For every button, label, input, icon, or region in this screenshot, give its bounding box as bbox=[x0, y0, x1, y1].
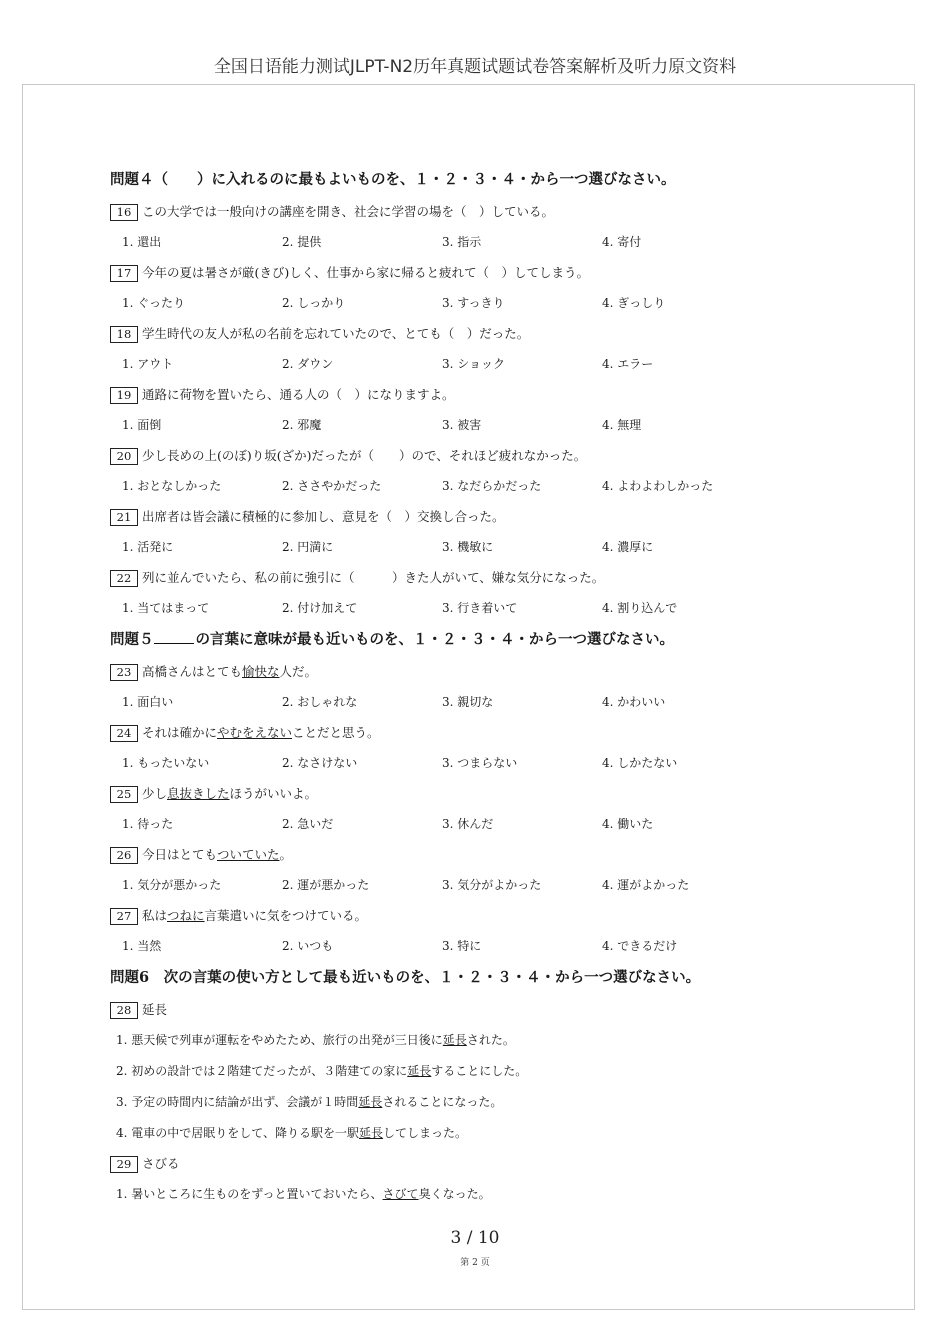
question-22 bbox=[110, 569, 810, 587]
section-4-title: 問題４（ ）に入れるのに最もよいものを、１・２・３・４・から一つ選びなさい。 bbox=[110, 171, 676, 188]
underlined-word: 延長 bbox=[442, 1033, 467, 1047]
option: 2. いつも bbox=[282, 939, 334, 953]
option: 3. 休んだ bbox=[442, 817, 494, 831]
underlined-word: 愉快な bbox=[242, 664, 280, 679]
option: 1. 面倒 bbox=[122, 418, 162, 432]
question-text: この大学では一般向けの講座を開き、社会に学習の場を（ ）している。 bbox=[142, 204, 555, 219]
question-24 bbox=[110, 724, 810, 742]
document-header: 全国日语能力测试JLPT-N2历年真题试题试卷答案解析及听力原文资料 bbox=[213, 57, 737, 77]
option: 1. おとなしかった bbox=[122, 479, 222, 493]
sentence-post: してしまった。 bbox=[383, 1126, 468, 1140]
option: 3. すっきり bbox=[442, 296, 505, 310]
question-number: 29 bbox=[110, 1156, 138, 1173]
section-5-title-suffix: の言葉に意味が最も近いものを、１・２・３・４・から一つ選びなさい。 bbox=[195, 631, 674, 648]
option: 1. 気分が悪かった bbox=[122, 878, 222, 892]
option: 4. ぎっしり bbox=[602, 296, 666, 310]
question-word: さびる bbox=[142, 1156, 180, 1171]
option: 4. エラー bbox=[602, 357, 654, 371]
question-number: 20 bbox=[110, 448, 138, 465]
question-28 bbox=[110, 1001, 810, 1019]
option: 4. 運がよかった bbox=[602, 878, 690, 892]
usage-sentence bbox=[110, 1185, 810, 1203]
sentence-post: 臭くなった。 bbox=[418, 1187, 491, 1201]
question-text-pre: 少し bbox=[142, 786, 168, 801]
option: 1. 当然 bbox=[122, 939, 162, 953]
section-5-title-prefix: 問題５ bbox=[110, 631, 154, 648]
question-text-pre: 高橋さんはとても bbox=[142, 664, 243, 679]
option: 4. 割り込んで bbox=[602, 601, 678, 615]
option: 3. つまらない bbox=[442, 756, 518, 770]
page-footer: 第 2 页 bbox=[460, 1258, 490, 1268]
question-number: 18 bbox=[110, 326, 138, 343]
question-26 bbox=[110, 846, 810, 864]
question-18 bbox=[110, 325, 810, 343]
option: 2. 円満に bbox=[282, 540, 334, 554]
option: 4. 働いた bbox=[602, 817, 654, 831]
question-text-pre: 私は bbox=[142, 908, 168, 923]
underlined-word: つねに bbox=[167, 908, 205, 923]
sentence-post: された。 bbox=[466, 1033, 515, 1047]
question-number: 19 bbox=[110, 387, 138, 404]
question-number: 28 bbox=[110, 1002, 138, 1019]
option: 3. 親切な bbox=[442, 695, 494, 709]
question-27 bbox=[110, 907, 810, 925]
options-17 bbox=[110, 294, 810, 312]
question-text-post: ほうがいいよ。 bbox=[229, 786, 318, 801]
options-27 bbox=[110, 937, 810, 955]
options-16 bbox=[110, 233, 810, 251]
option: 2. ダウン bbox=[282, 357, 334, 371]
option: 3. ショック bbox=[442, 357, 506, 371]
underlined-word: 延長 bbox=[359, 1126, 384, 1140]
options-21 bbox=[110, 538, 810, 556]
sentence-pre: 1. 暑いところに生ものをずっと置いておいたら、 bbox=[116, 1187, 383, 1201]
options-24 bbox=[110, 754, 810, 772]
section-5-title bbox=[110, 630, 810, 650]
question-number: 17 bbox=[110, 265, 138, 282]
underlined-word: 延長 bbox=[407, 1064, 432, 1078]
question-text: 通路に荷物を置いたら、通る人の（ ）になりますよ。 bbox=[142, 387, 455, 402]
option: 1. 面白い bbox=[122, 695, 174, 709]
option: 1. 活発に bbox=[122, 540, 174, 554]
usage-sentence bbox=[110, 1031, 810, 1049]
sentence-pre: 3. 予定の時間内に結論が出ず、会議が１時間 bbox=[116, 1095, 359, 1109]
question-text-post: 。 bbox=[279, 847, 293, 862]
question-text: 少し長めの上(のぼ)り坂(ざか)だったが（ ）ので、それほど疲れなかった。 bbox=[142, 448, 587, 463]
option: 4. 無理 bbox=[602, 418, 642, 432]
option: 4. できるだけ bbox=[602, 939, 678, 953]
underlined-word: さびて bbox=[382, 1187, 419, 1201]
question-16 bbox=[110, 203, 810, 221]
question-text-pre: それは確かに bbox=[142, 725, 218, 740]
option: 1. 還出 bbox=[122, 235, 162, 249]
sentence-pre: 2. 初めの設計では２階建てだったが、３階建ての家に bbox=[116, 1064, 408, 1078]
option: 1. 当てはまって bbox=[122, 601, 210, 615]
option: 3. 行き着いて bbox=[442, 601, 518, 615]
options-25 bbox=[110, 815, 810, 833]
page-number: 3 / 10 bbox=[450, 1228, 500, 1248]
sentence-pre: 1. 悪天候で列車が運転をやめたため、旅行の出発が三日後に bbox=[116, 1033, 443, 1047]
option: 2. 急いだ bbox=[282, 817, 334, 831]
question-number: 16 bbox=[110, 204, 138, 221]
option: 4. 寄付 bbox=[602, 235, 642, 249]
sentence-pre: 4. 電車の中で居眠りをして、降りる駅を一駅 bbox=[116, 1126, 360, 1140]
underlined-word: 延長 bbox=[358, 1095, 383, 1109]
question-20 bbox=[110, 447, 810, 465]
question-17 bbox=[110, 264, 810, 282]
option: 2. なさけない bbox=[282, 756, 358, 770]
option: 2. しっかり bbox=[282, 296, 346, 310]
question-number: 25 bbox=[110, 786, 138, 803]
question-text: 出席者は皆会議に積極的に参加し、意見を（ ）交換し合った。 bbox=[142, 509, 505, 524]
question-text: 学生時代の友人が私の名前を忘れていたので、とても（ ）だった。 bbox=[142, 326, 530, 341]
option: 1. アウト bbox=[122, 357, 174, 371]
option: 2. おしゃれな bbox=[282, 695, 358, 709]
question-text: 今年の夏は暑さが厳(きび)しく、仕事から家に帰ると疲れて（ ）してしまう。 bbox=[142, 265, 590, 280]
question-25 bbox=[110, 785, 810, 803]
sentence-post: することにした。 bbox=[431, 1064, 528, 1078]
option: 1. もったいない bbox=[122, 756, 210, 770]
section-6-title: 問題6 次の言葉の使い方として最も近いものを、１・２・３・４・から一つ選びなさい。 bbox=[110, 969, 701, 986]
option: 2. 付け加えて bbox=[282, 601, 358, 615]
question-29 bbox=[110, 1155, 810, 1173]
option: 2. ささやかだった bbox=[282, 479, 382, 493]
options-26 bbox=[110, 876, 810, 894]
question-number: 23 bbox=[110, 664, 138, 681]
question-text-post: ことだと思う。 bbox=[292, 725, 380, 740]
question-text-pre: 今日はとても bbox=[142, 847, 218, 862]
question-number: 27 bbox=[110, 908, 138, 925]
option: 3. なだらかだった bbox=[442, 479, 542, 493]
question-text: 列に並んでいたら、私の前に強引に（ ）きた人がいて、嫌な気分になった。 bbox=[142, 570, 605, 585]
option: 2. 邪魔 bbox=[282, 418, 322, 432]
options-20 bbox=[110, 477, 810, 495]
options-18 bbox=[110, 355, 810, 373]
option: 1. ぐったり bbox=[122, 296, 186, 310]
question-text-post: 言葉遣いに気をつけている。 bbox=[204, 908, 368, 923]
question-21 bbox=[110, 508, 810, 526]
option: 2. 提供 bbox=[282, 235, 322, 249]
usage-sentence bbox=[110, 1093, 810, 1111]
question-number: 22 bbox=[110, 570, 138, 587]
question-23 bbox=[110, 663, 810, 681]
usage-sentence bbox=[110, 1124, 810, 1142]
underlined-word: やむをえない bbox=[217, 725, 293, 740]
option: 3. 気分がよかった bbox=[442, 878, 542, 892]
option: 4. かわいい bbox=[602, 695, 666, 709]
option: 3. 特に bbox=[442, 939, 482, 953]
option: 2. 運が悪かった bbox=[282, 878, 370, 892]
question-number: 24 bbox=[110, 725, 138, 742]
option: 3. 被害 bbox=[442, 418, 482, 432]
sentence-post: されることになった。 bbox=[382, 1095, 503, 1109]
underlined-word: 息抜きした bbox=[167, 786, 230, 801]
option: 3. 機敏に bbox=[442, 540, 494, 554]
question-number: 26 bbox=[110, 847, 138, 864]
question-text-post: 人だ。 bbox=[279, 664, 318, 679]
option: 4. しかたない bbox=[602, 756, 678, 770]
option: 3. 指示 bbox=[442, 235, 482, 249]
option: 4. 濃厚に bbox=[602, 540, 654, 554]
question-number: 21 bbox=[110, 509, 138, 526]
option: 4. よわよわしかった bbox=[602, 479, 714, 493]
exam-content bbox=[110, 170, 810, 1216]
question-19 bbox=[110, 386, 810, 404]
options-23 bbox=[110, 693, 810, 711]
underline-blank bbox=[154, 643, 194, 644]
options-22 bbox=[110, 599, 810, 617]
options-19 bbox=[110, 416, 810, 434]
option: 1. 待った bbox=[122, 817, 174, 831]
question-word: 延長 bbox=[142, 1002, 168, 1017]
underlined-word: ついていた bbox=[217, 847, 280, 862]
usage-sentence bbox=[110, 1062, 810, 1080]
